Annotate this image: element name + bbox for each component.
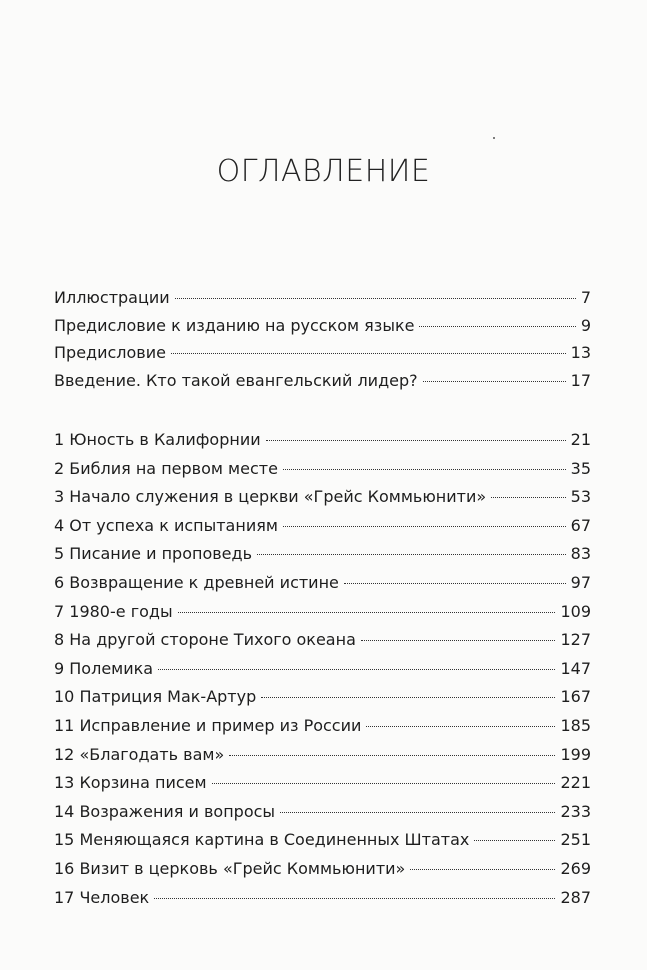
dot-leader	[361, 640, 556, 641]
toc-entry[interactable]	[54, 569, 591, 598]
dot-leader	[212, 783, 556, 784]
chapter-list	[54, 426, 591, 912]
toc-entry-page: 269	[560, 858, 591, 878]
toc-entry-label: Предисловие	[54, 343, 166, 362]
toc-entry[interactable]	[54, 626, 591, 655]
toc-entry-page: 53	[570, 487, 591, 507]
dot-leader	[283, 469, 566, 470]
dot-leader	[257, 554, 566, 555]
dot-leader	[158, 669, 555, 670]
toc-entry-page: 9	[580, 315, 591, 335]
toc-entry-page: 185	[560, 715, 591, 735]
toc-entry-page: 233	[560, 801, 591, 821]
dot-leader	[419, 326, 575, 327]
toc-entry-label: 15 Меняющаяся картина в Соединенных Штатах	[54, 830, 470, 850]
dot-leader	[229, 755, 555, 756]
toc-entry[interactable]	[54, 826, 591, 855]
toc-entry[interactable]	[54, 769, 591, 798]
dot-leader	[178, 612, 556, 613]
toc-entry-label: 17 Человек	[54, 887, 150, 907]
dot-leader	[283, 526, 566, 527]
toc-entry-page: 251	[560, 830, 591, 850]
toc-entry[interactable]	[54, 339, 591, 367]
dot-leader	[261, 697, 555, 698]
toc-entry[interactable]	[54, 884, 591, 913]
toc-entry-label: 5 Писание и проповедь	[54, 544, 252, 564]
toc-entry-page: 287	[560, 887, 591, 907]
toc-entry-page: 67	[570, 515, 591, 535]
dot-leader	[410, 869, 555, 870]
toc-entry-label: 12 «Благодать вам»	[54, 744, 225, 764]
toc-entry-page: 35	[570, 458, 591, 478]
paper-speck	[493, 137, 495, 139]
toc-entry-label: 7 1980-е годы	[54, 601, 173, 621]
dot-leader	[474, 840, 555, 841]
toc-entry-page: 199	[560, 744, 591, 764]
toc-entry[interactable]	[54, 312, 591, 340]
toc-entry-label: Иллюстрации	[54, 288, 170, 307]
dot-leader	[344, 583, 566, 584]
dot-leader	[280, 812, 555, 813]
toc-entry[interactable]	[54, 455, 591, 484]
toc-entry-label: 6 Возвращение к древней истине	[54, 572, 339, 592]
toc-entry-label: 9 Полемика	[54, 658, 154, 678]
toc-entry[interactable]	[54, 367, 591, 395]
toc-entry[interactable]	[54, 512, 591, 541]
dot-leader	[266, 440, 566, 441]
toc-entry-page: 97	[570, 572, 591, 592]
front-matter-list	[54, 284, 591, 394]
toc-entry-label: 13 Корзина писем	[54, 773, 207, 793]
toc-entry-label: 4 От успеха к испытаниям	[54, 515, 278, 535]
toc-entry-page: 83	[570, 544, 591, 564]
toc-entry-label: 16 Визит в церковь «Грейс Коммьюнити»	[54, 858, 406, 878]
toc-entry-page: 7	[580, 288, 591, 307]
dot-leader	[423, 381, 566, 382]
toc-entry-page: 21	[570, 430, 591, 449]
toc-entry-label: 14 Возражения и вопросы	[54, 801, 276, 821]
toc-entry[interactable]	[54, 284, 591, 312]
toc-entry-label: 2 Библия на первом месте	[54, 458, 278, 478]
toc-entry-page: 127	[560, 630, 591, 650]
toc-entry-page: 17	[570, 370, 591, 390]
toc-entry[interactable]	[54, 683, 591, 712]
page-title: ОГЛАВЛЕНИЕ	[216, 154, 431, 189]
toc-entry-page: 109	[560, 601, 591, 621]
toc-entry-page: 167	[560, 687, 591, 707]
toc-entry[interactable]	[54, 855, 591, 884]
dot-leader	[171, 353, 566, 354]
toc-entry-label: 3 Начало служения в церкви «Грейс Коммьюнити»	[54, 487, 487, 507]
toc-entry[interactable]	[54, 741, 591, 770]
toc-entry-label: Введение. Кто такой евангельский лидер?	[54, 370, 418, 390]
toc-entry[interactable]	[54, 712, 591, 741]
toc-entry-label: Предисловие к изданию на русском языке	[54, 315, 415, 335]
toc-entry[interactable]	[54, 483, 591, 512]
dot-leader	[366, 726, 555, 727]
toc-entry-page: 13	[570, 343, 591, 362]
toc-entry-label: 1 Юность в Калифорнии	[54, 430, 261, 449]
toc-entry[interactable]	[54, 426, 591, 455]
toc-entry-label: 8 На другой стороне Тихого океана	[54, 630, 356, 650]
toc-entry-label: 10 Патриция Мак-Артур	[54, 687, 257, 707]
toc-entry-page: 147	[560, 658, 591, 678]
toc-entry-page: 221	[560, 773, 591, 793]
dot-leader	[154, 898, 555, 899]
toc-entry[interactable]	[54, 655, 591, 684]
toc-entry[interactable]	[54, 598, 591, 627]
dot-leader	[175, 298, 576, 299]
toc-entry[interactable]	[54, 540, 591, 569]
toc-entry[interactable]	[54, 798, 591, 827]
toc-entry-label: 11 Исправление и пример из России	[54, 715, 362, 735]
dot-leader	[491, 497, 565, 498]
